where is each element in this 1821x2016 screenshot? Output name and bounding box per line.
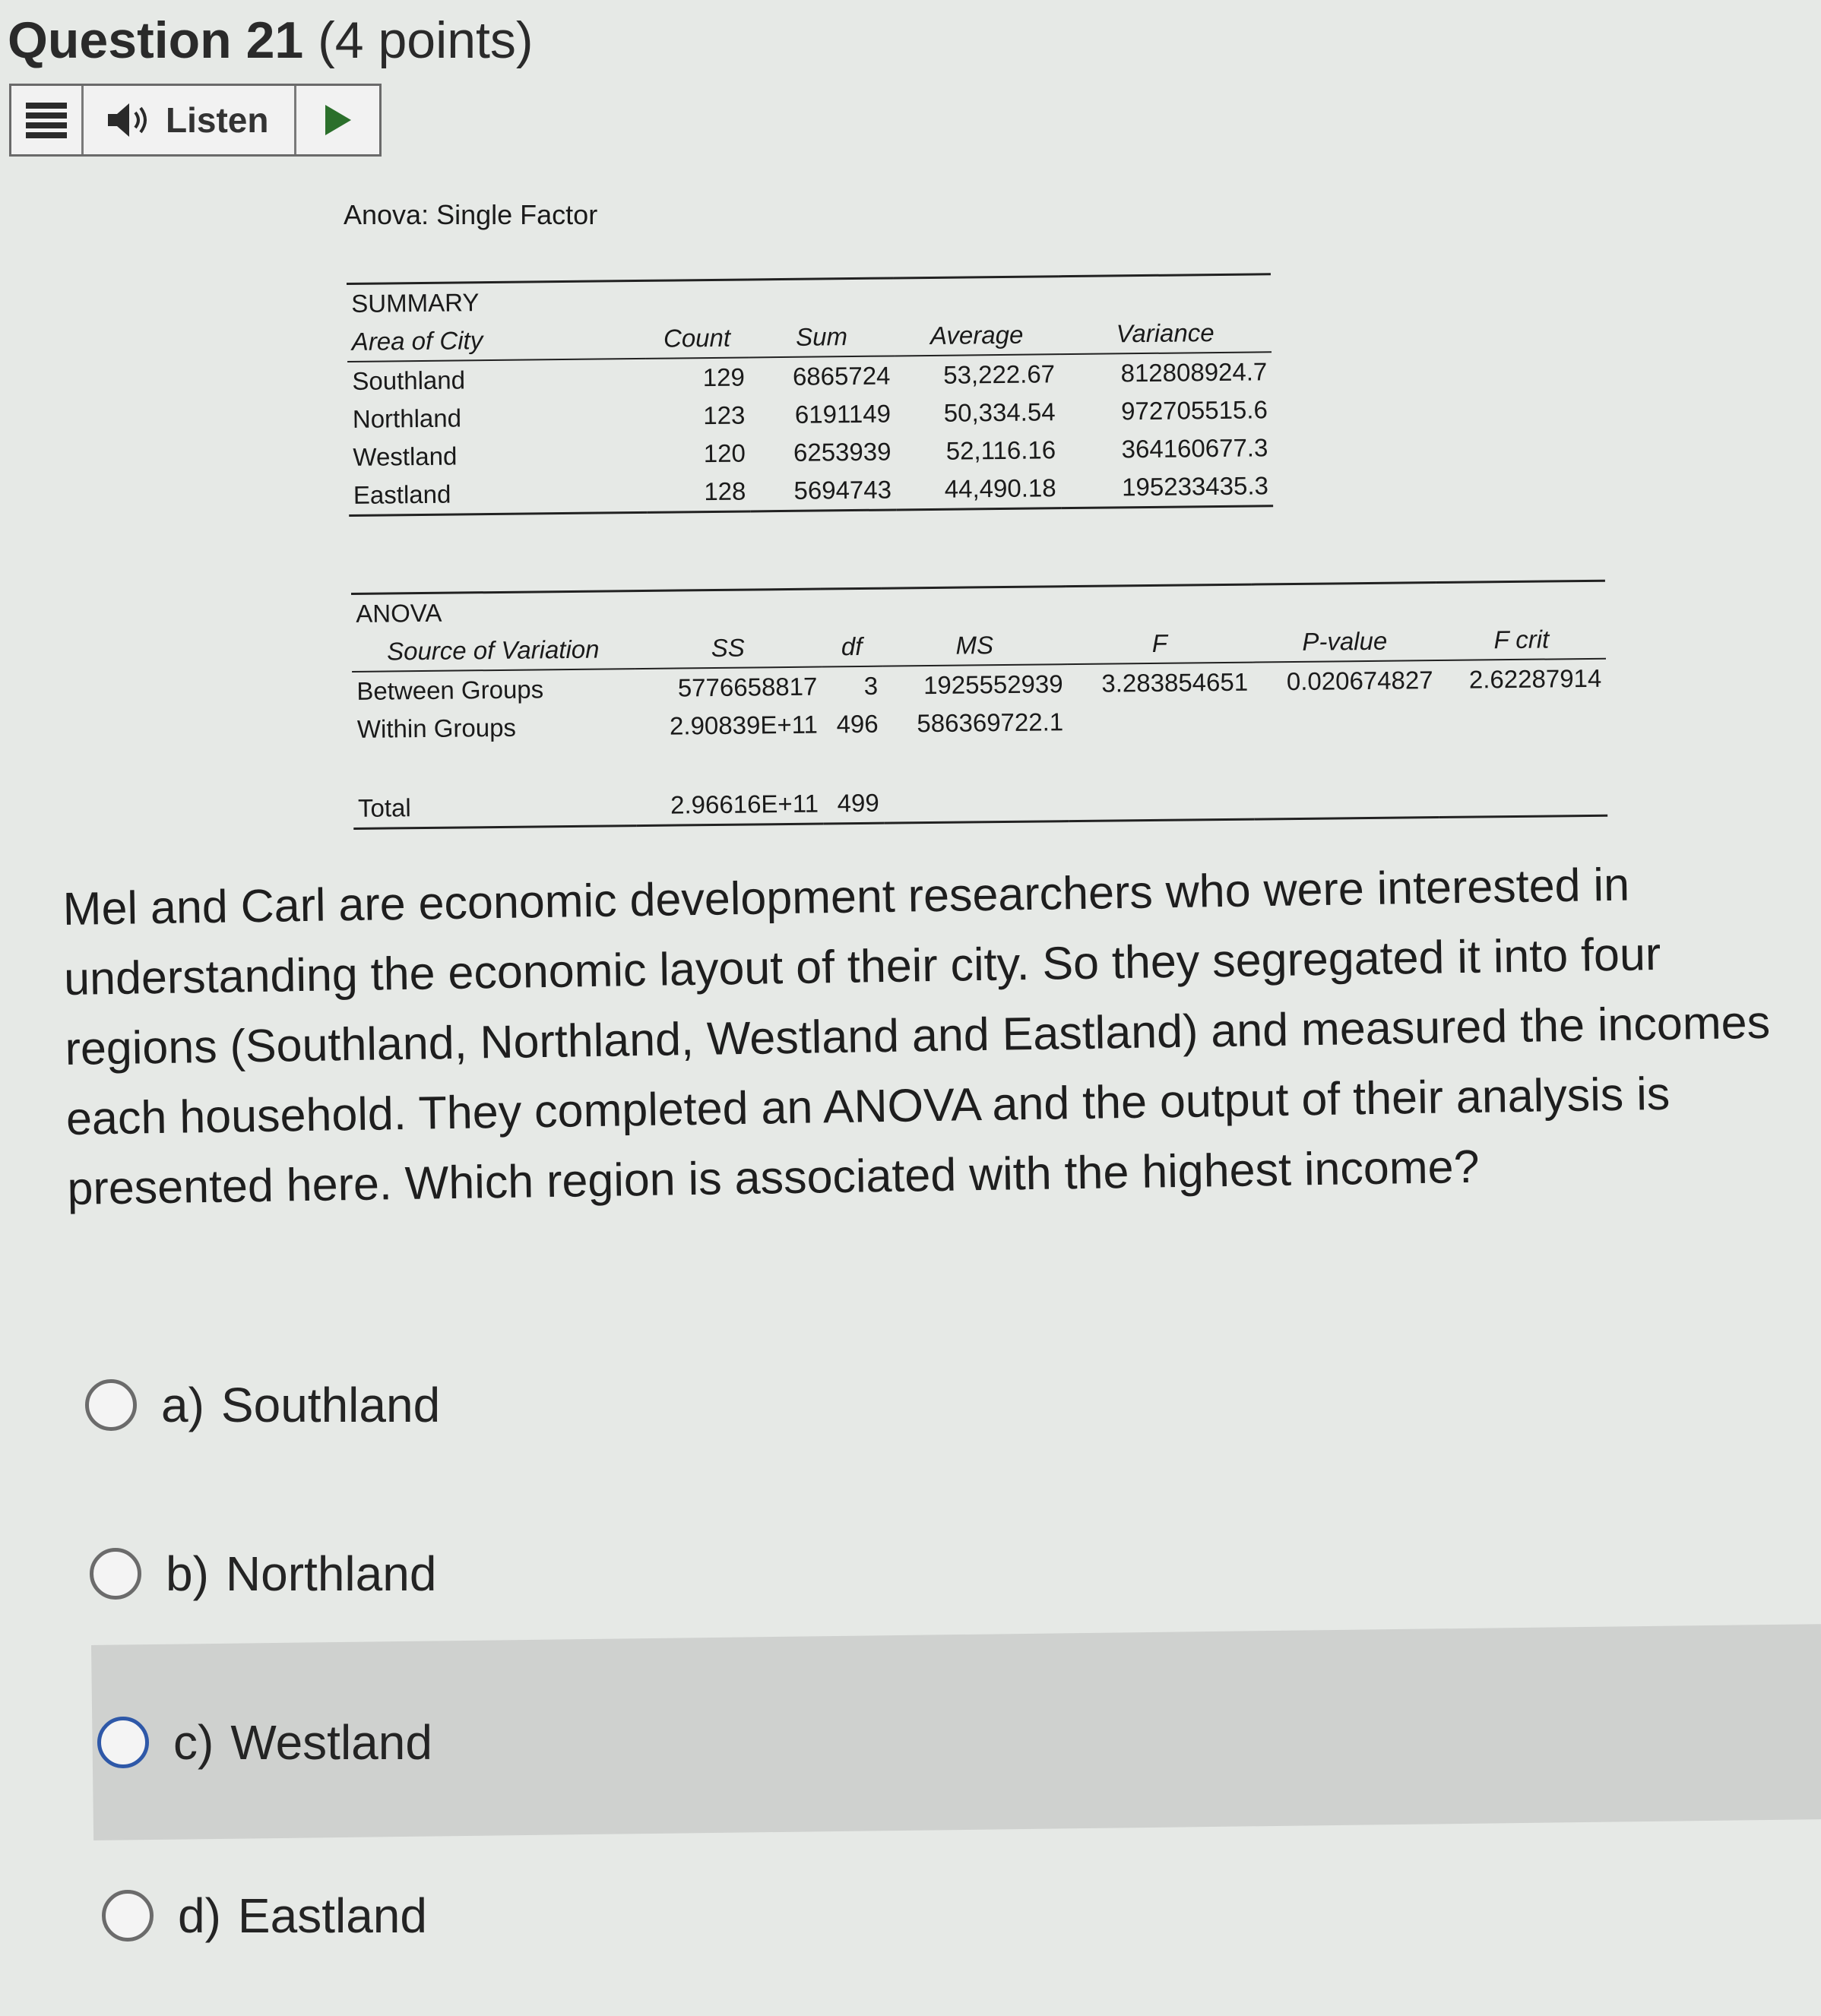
anova-header: F [1067, 624, 1253, 665]
radio-button-icon[interactable] [90, 1548, 141, 1600]
table-cell: 586369722.1 [917, 707, 1064, 738]
summary-header: Count [645, 318, 749, 358]
table-cell [1253, 699, 1438, 739]
option-letter: d) [178, 1888, 221, 1943]
answer-option-a[interactable] [85, 1377, 440, 1433]
table-cell: Southland [352, 366, 466, 395]
table-cell: 50,334.54 [943, 397, 1056, 427]
anova-header: SS [635, 628, 822, 669]
table-cell: 6191149 [794, 399, 891, 429]
summary-caption: SUMMARY [351, 288, 480, 318]
option-letter: a) [161, 1378, 204, 1432]
speaker-icon [106, 100, 157, 140]
table-cell: 120 [703, 438, 746, 468]
table-cell: 0.020674827 [1286, 666, 1433, 696]
table-cell: 53,222.67 [943, 359, 1056, 389]
table-cell: 5694743 [793, 475, 892, 505]
readspeaker-toolbar [9, 84, 382, 157]
table-cell: 3.283854651 [1101, 667, 1249, 698]
summary-header: Sum [749, 317, 895, 357]
anova-output-title: Anova: Single Factor [344, 199, 598, 230]
table-cell: Total [357, 793, 411, 822]
listen-button[interactable] [84, 86, 296, 154]
table-cell: 812808924.7 [1120, 357, 1268, 388]
anova-header: F crit [1437, 620, 1606, 660]
table-cell [1438, 698, 1607, 737]
table-cell: 128 [704, 476, 746, 506]
table-cell: 195233435.3 [1121, 471, 1269, 502]
table-cell: 5776658817 [677, 672, 818, 702]
anova-header: MS [882, 625, 1067, 666]
table-cell: 6865724 [792, 361, 891, 391]
table-cell: 3 [863, 671, 879, 700]
table-cell: 2.62287914 [1468, 663, 1602, 694]
table-cell: Between Groups [356, 675, 544, 705]
listen-label: Listen [166, 100, 269, 140]
table-cell: 1925552939 [923, 669, 1063, 700]
table-cell: 364160677.3 [1121, 433, 1268, 464]
summary-header: Area of City [347, 320, 646, 362]
table-cell: Within Groups [356, 713, 517, 743]
table-cell: 972705515.6 [1120, 395, 1268, 426]
option-label: Westland [230, 1715, 432, 1770]
table-cell: Eastland [353, 479, 451, 509]
play-button[interactable] [296, 86, 379, 154]
answer-option-c[interactable] [97, 1714, 432, 1771]
question-prompt: Mel and Carl are economic development researchers who were interested in understanding the economic layout of their city. So they segregated it into four regions (Southland, Northland, Westland and Eastland) and measured the incomes each household. They completed an ANOVA and the output of their analysis is presented here. Which region is associated with the highest income? [62, 858, 1771, 1214]
table-cell: 2.90839E+11 [669, 710, 819, 740]
summary-header: Average [895, 315, 1059, 356]
summary-table [347, 273, 1273, 517]
table-cell: 6253939 [793, 437, 891, 467]
radio-button-icon[interactable] [102, 1890, 154, 1942]
table-cell: 496 [836, 709, 879, 739]
option-label: Southland [220, 1378, 441, 1432]
anova-caption: ANOVA [356, 598, 442, 628]
table-cell: 129 [702, 362, 746, 392]
table-cell: 2.96616E+11 [670, 789, 819, 819]
play-icon [325, 105, 351, 135]
anova-table [351, 580, 1607, 830]
question-number: Question 21 [8, 11, 304, 69]
table-cell: 499 [837, 788, 879, 818]
toolbar-menu-button[interactable] [11, 86, 84, 154]
table-cell: 52,116.16 [945, 435, 1056, 465]
anova-header: df [822, 628, 882, 667]
radio-button-icon[interactable] [85, 1379, 137, 1431]
table-cell: 123 [703, 400, 746, 430]
table-cell [1068, 701, 1253, 742]
summary-header: Variance [1059, 313, 1272, 354]
answer-option-b[interactable] [90, 1546, 436, 1602]
option-label: Northland [225, 1546, 437, 1601]
option-letter: c) [173, 1715, 214, 1770]
hamburger-menu-icon [26, 99, 67, 142]
option-letter: b) [166, 1546, 209, 1601]
question-header [8, 6, 534, 74]
radio-button-icon[interactable] [97, 1717, 149, 1768]
anova-header: Source of Variation [352, 630, 635, 672]
option-label: Eastland [237, 1888, 427, 1943]
table-cell: Westland [353, 441, 458, 471]
table-cell: 44,490.18 [944, 473, 1056, 503]
question-points: (4 points) [318, 11, 534, 69]
table-cell: Northland [352, 404, 462, 433]
anova-header: P-value [1252, 622, 1437, 663]
answer-option-d[interactable] [102, 1888, 427, 1944]
